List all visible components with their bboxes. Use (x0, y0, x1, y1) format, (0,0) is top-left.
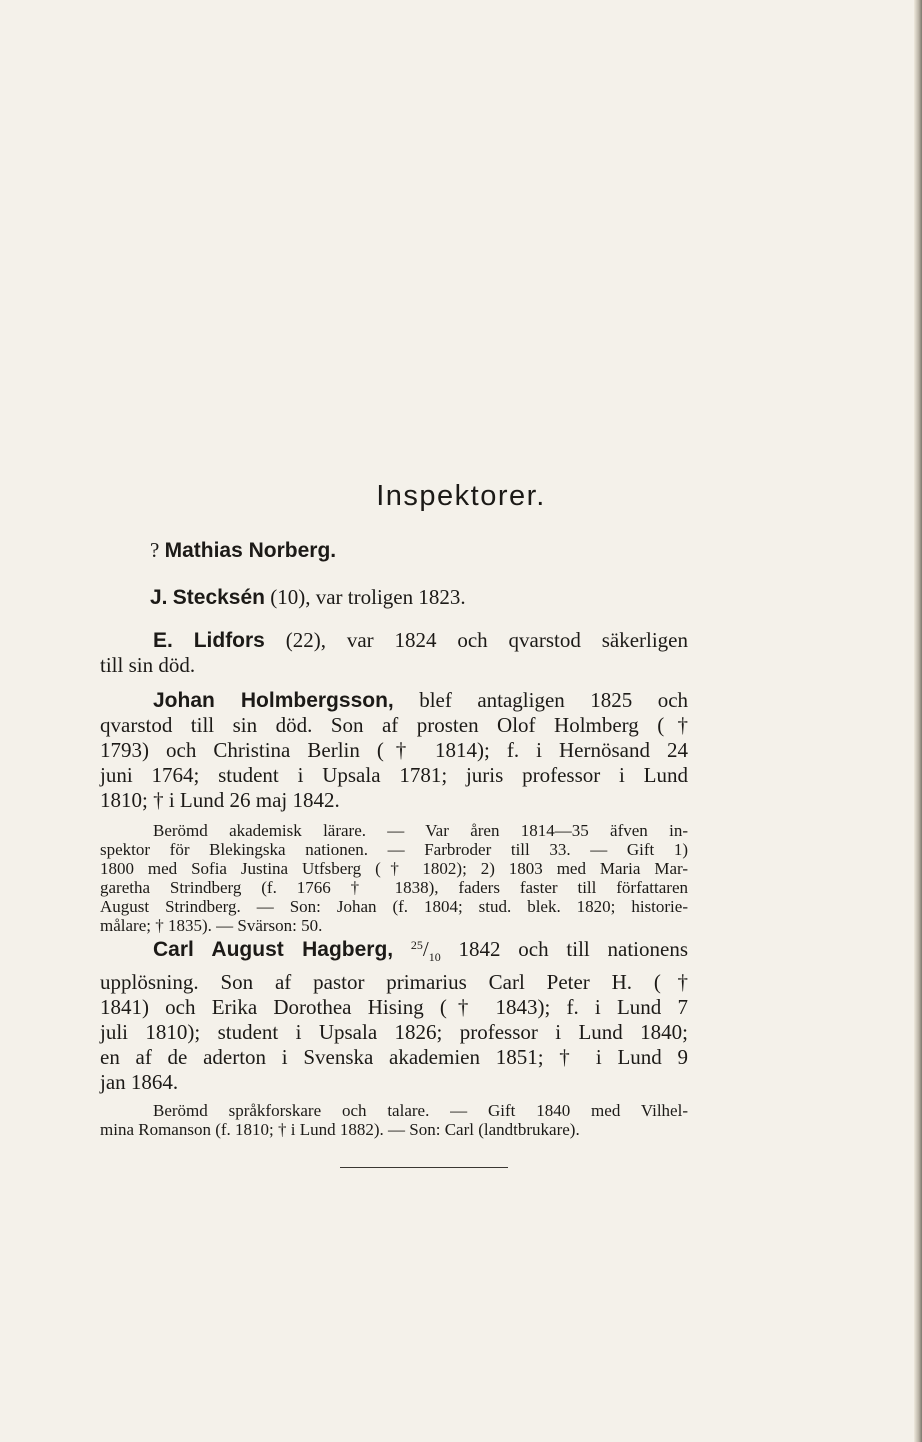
end-rule (340, 1167, 508, 1168)
page-title: Inspektorer. (376, 480, 546, 512)
entry-text: en af de aderton i Svenska akademien 1851; † i Lund 9 (100, 1045, 688, 1070)
note-line: mina Romanson (f. 1810; † i Lund 1882). — Son: Carl (landtbrukare). (100, 1120, 580, 1140)
entry-prefix: J. (150, 586, 168, 609)
entry-lidfors (100, 628, 688, 678)
entry-note (100, 821, 688, 935)
entry-text: qvarstod till sin död. Son af prosten Olof Holmberg († (100, 713, 688, 737)
entry-text: juni 1764; student i Upsala 1781; juris professor i Lund (100, 763, 688, 787)
note-line: August Strindberg. — Son: Johan (f. 1804; stud. blek. 1820; historie- (100, 897, 688, 916)
entry-prefix: ? (150, 538, 160, 562)
entry-stecksen (150, 585, 738, 610)
entry-text: 1842 och till nationens (458, 937, 688, 961)
entry-text: 1810; † i Lund 26 maj 1842. (100, 788, 340, 812)
entry-text: (22), var 1824 och qvarstod säkerligen (285, 628, 688, 652)
entry-note (100, 1101, 688, 1139)
date-numerator: 25 (410, 938, 423, 952)
note-line: Berömd språkforskare och talare. — Gift 1840 med Vilhel- (153, 1101, 688, 1121)
entry-text: 1793) och Christina Berlin († 1814); f. i Hernösand 24 (100, 738, 688, 762)
entry-text: (10), var troligen 1823. (270, 585, 466, 609)
entry-holmbergsson (100, 688, 688, 935)
entry-name: Lidfors (193, 629, 265, 652)
entry-hagberg: Carl August Hagberg, $^{25}/_{10}$ 1842 och till nationens upplösning. Son af pastor primarius Carl Peter H. († 1841) och Erika Dorothea Hising († 1843); f. i Lund 7 juli 1810); student i Upsala 1826; professor i Lund 1840; en af de aderton i Svenska akademien 1851; † i Lund 9 jan 1864. Berömd språkforskare och talare. — Gift 1840 med Vilhel- mina Romanson (f. 1810; † i Lund 1882). — Son: Carl (landtbrukare). (100, 937, 688, 1140)
entry-text: blef antagligen 1825 och (419, 688, 689, 712)
note-line: 1800 med Sofia Justina Utfsberg († 1802); 2) 1803 med Maria Mar- (100, 859, 688, 878)
entry-text: upplösning. Son af pastor primarius Carl Peter H. († (100, 970, 688, 995)
entry-text: 1841) och Erika Dorothea Hising († 1843); f. i Lund 7 (100, 995, 688, 1020)
entry-name: Johan Holmbergsson, (153, 689, 394, 712)
entry-text: jan 1864. (100, 1070, 179, 1095)
date-denominator: 10 (428, 950, 441, 965)
note-line: garetha Strindberg (f. 1766 † 1838), faders faster till författaren (100, 878, 688, 897)
note-line: spektor för Blekingska nationen. — Farbroder till 33. — Gift 1) (100, 840, 688, 859)
page-edge (914, 0, 922, 1442)
entry-prefix: E. (153, 629, 173, 652)
entry-norberg (150, 538, 738, 563)
entry-name: Mathias Norberg. (164, 539, 337, 562)
entry-text: till sin död. (100, 653, 196, 677)
note-line: Berömd akademisk lärare. — Var åren 1814—35 äfven in- (153, 821, 688, 840)
entry-text: juli 1810); student i Upsala 1826; professor i Lund 1840; (100, 1020, 688, 1045)
entry-name: Carl August Hagberg, (153, 938, 394, 961)
entry-name: Stecksén (172, 586, 265, 609)
note-line: målare; † 1835). — Svärson: 50. (100, 916, 323, 935)
